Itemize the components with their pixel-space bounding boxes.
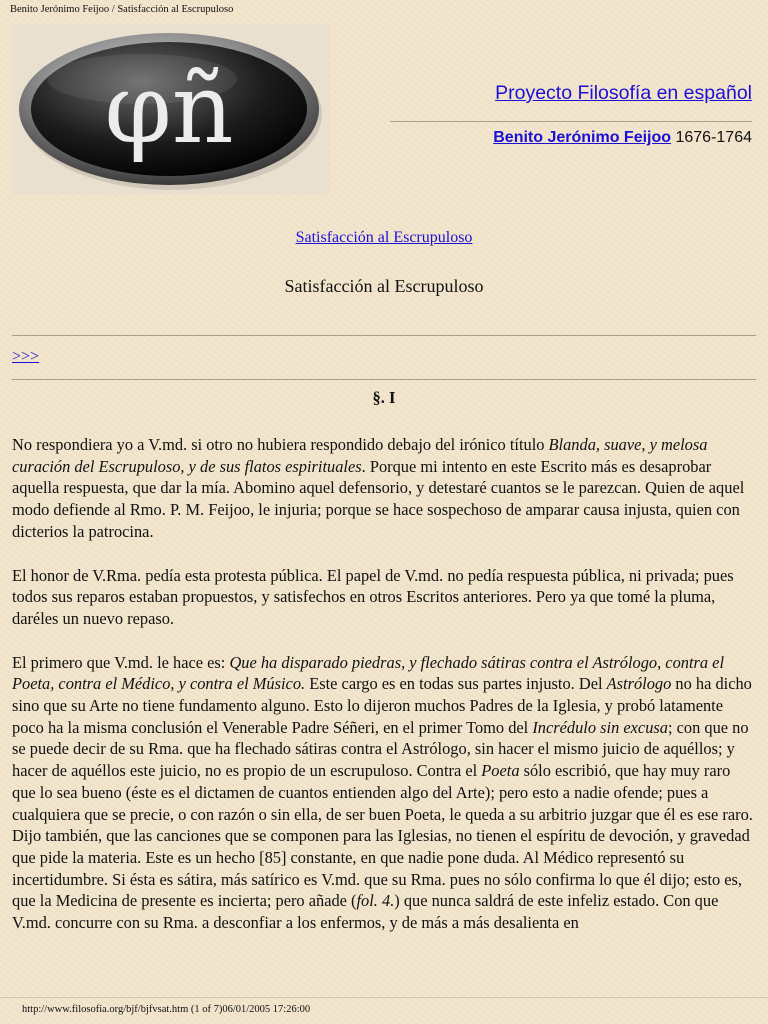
text-run: Este cargo es en todas sus partes injusto. Del [305, 674, 607, 694]
italic-run: Incrédulo sin excusa [532, 717, 668, 737]
article-body [12, 434, 756, 956]
footer-divider [0, 997, 768, 998]
print-header: Benito Jerónimo Feijoo / Satisfacción al Escrupuloso [10, 4, 234, 15]
text-run: No respondiera yo a V.md. si otro no hubiera respondido debajo del irónico título [12, 435, 549, 454]
page-title: Satisfacción al Escrupuloso [284, 276, 484, 296]
author-years: 1676-1764 [675, 129, 752, 146]
italic-run: Que ha disparado piedras, y flechado sátiras contra el Astrólogo, contra el Poeta, contra el Médico, y contra el Músico. [12, 652, 725, 694]
author-line [493, 129, 752, 147]
italic-run: Astrólogo [606, 674, 672, 694]
site-logo[interactable] [12, 24, 330, 194]
italic-run: fol. 4. [356, 891, 395, 911]
italic-run: Blanda, suave, y melosa curación del Escrupuloso, y de sus flatos espirituales [12, 435, 708, 476]
text-run: El honor de V.Rma. pedía esta protesta pública. El papel de V.md. no pedía respuesta pública, ni privada; pues todos sus reparos estaban propuestos, y satisfechos en otros Escritos anteriores. Pero ya que tomé la pluma, daréles un nuevo repaso. [12, 565, 734, 628]
author-link[interactable]: Benito Jerónimo Feijoo [493, 129, 672, 146]
divider-bottom [12, 379, 756, 380]
text-run: ; con que no se puede decir de su Rma. que ha flechado sátiras contra el Astrólogo, sin hacer el mismo juicio de aquéllos; y hacer de aquéllos este juicio, no es propio de un escrupuloso. Contra el [12, 717, 749, 781]
logo-ellipse-icon [12, 24, 330, 194]
logo-text: φñ [104, 53, 234, 165]
text-run: El primero que V.md. le hace es: [12, 652, 230, 672]
section-heading: §. I [372, 388, 396, 407]
work-link[interactable]: Satisfacción al Escrupuloso [295, 229, 473, 246]
next-page-link[interactable]: >>> [12, 348, 40, 365]
site-title-link[interactable]: Proyecto Filosofía en español [495, 82, 752, 104]
paragraph [12, 565, 756, 630]
text-run: sólo escribió, que hay muy raro que lo sea bueno (éste es el dictamen de cuantos entienden algo del Arte); pero esto a nadie ofende; pues a cualquiera que se precie, o con razón o sin ella, de ser buen Poeta, le queda a su arbitrio juzgar que él es ese raro. Dijo también, que las canciones que se componen para las Iglesias, no tienen el espíritu de devoción, y gravedad que pide la materia. Este es un hecho [85] constante, en que nadie pone duda. Al Médico representó su incertidumbre. Si ésta es sátira, más satírico es V.md. que su Rma. pues no sólo confirma lo que él dijo; esto es, que la Medicina de presente es incierta; pero añade ( [12, 761, 753, 911]
italic-run: Poeta [481, 761, 520, 781]
text-run: . Porque mi intento en este Escrito más es desaprobar aquella respuesta, que dar la mía. Abomino aquel defensorio, y detestaré cuantos se le parezcan. Quien de aquel modo defiende al Rmo. P. M. Feijoo, le injuria; porque se hace sospechoso de amparar causa injusta, quien con dicterios la patrocina. [12, 456, 745, 541]
paragraph [12, 652, 756, 934]
print-footer: http://www.filosofia.org/bjf/bjfvsat.htm (1 of 7)06/01/2005 17:26:00 [22, 1004, 311, 1015]
divider-top [12, 335, 756, 336]
text-run: no ha dicho sino que su Arte no tiene fundamento alguno. Esto lo dijeron muchos Padres de la Iglesia, y probó latamente poco ha la misma conclusión el Venerable Padre Séñeri, en el primer Tomo del [12, 674, 752, 737]
header-divider [390, 121, 752, 122]
text-run: ) que nunca saldrá de este infeliz estado. Con que V.md. concurre con su Rma. a desconfiar a los enfermos, y de más a más desalienta en [12, 891, 719, 933]
paragraph [12, 434, 756, 543]
